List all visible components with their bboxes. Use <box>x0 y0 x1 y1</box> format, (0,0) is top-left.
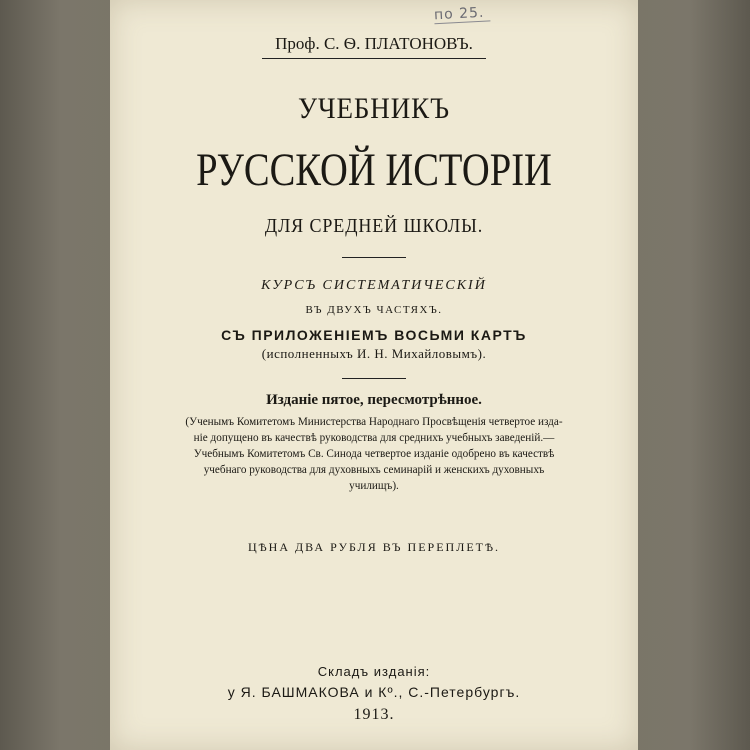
depot-label: Складъ изданія: <box>317 664 431 679</box>
course-description: КУРСЪ СИСТЕМАТИЧЕСКІЙ <box>261 278 487 293</box>
title-line-1: УЧЕБНИКЪ <box>298 92 450 125</box>
divider-rule <box>342 257 406 258</box>
divider-rule <box>342 378 406 379</box>
author-name: Проф. С. Ѳ. ПЛАТОНОВЪ. <box>275 34 473 53</box>
approval-note <box>110 414 638 494</box>
approval-note-line: Учебнымъ Комитетомъ Св. Синода четвертое изданіе одобрено въ качествѣ <box>193 448 555 460</box>
publication-year: 1913. <box>353 706 395 723</box>
price-line: ЦѢНА ДВА РУБЛЯ ВЪ ПЕРЕПЛЕТѢ. <box>247 540 501 554</box>
maps-appendix: СЪ ПРИЛОЖЕНІЕМЪ ВОСЬМИ КАРТЪ <box>221 327 527 343</box>
maps-author: (исполненныхъ И. Н. Михайловымъ). <box>261 346 487 361</box>
approval-note-line: училищъ). <box>349 480 399 492</box>
title-line-2: РУССКОЙ ИСТОРІИ <box>196 144 552 196</box>
pencil-annotation: по 25. <box>433 4 485 24</box>
parts-note: ВЪ ДВУХЪ ЧАСТЯХЪ. <box>305 304 443 316</box>
approval-note-line: ніе допущено въ качествѣ руководства для среднихъ учебныхъ заведеній.— <box>193 432 555 444</box>
title-page <box>110 0 638 750</box>
author-underline <box>262 58 486 59</box>
approval-note-line: учебнаго руководства для духовныхъ семинарій и женскихъ духовныхъ <box>203 464 545 476</box>
publisher-line: у Я. БАШМАКОВА и Кº., С.-Петербургъ. <box>227 684 521 700</box>
edition-note: Изданіе пятое, пересмотрѣнное. <box>266 392 482 408</box>
approval-note-line: (Ученымъ Комитетомъ Министерства Народнаго Просвѣщенія четвертое изда- <box>185 416 563 428</box>
subtitle: ДЛЯ СРЕДНЕЙ ШКОЛЫ. <box>264 215 484 237</box>
